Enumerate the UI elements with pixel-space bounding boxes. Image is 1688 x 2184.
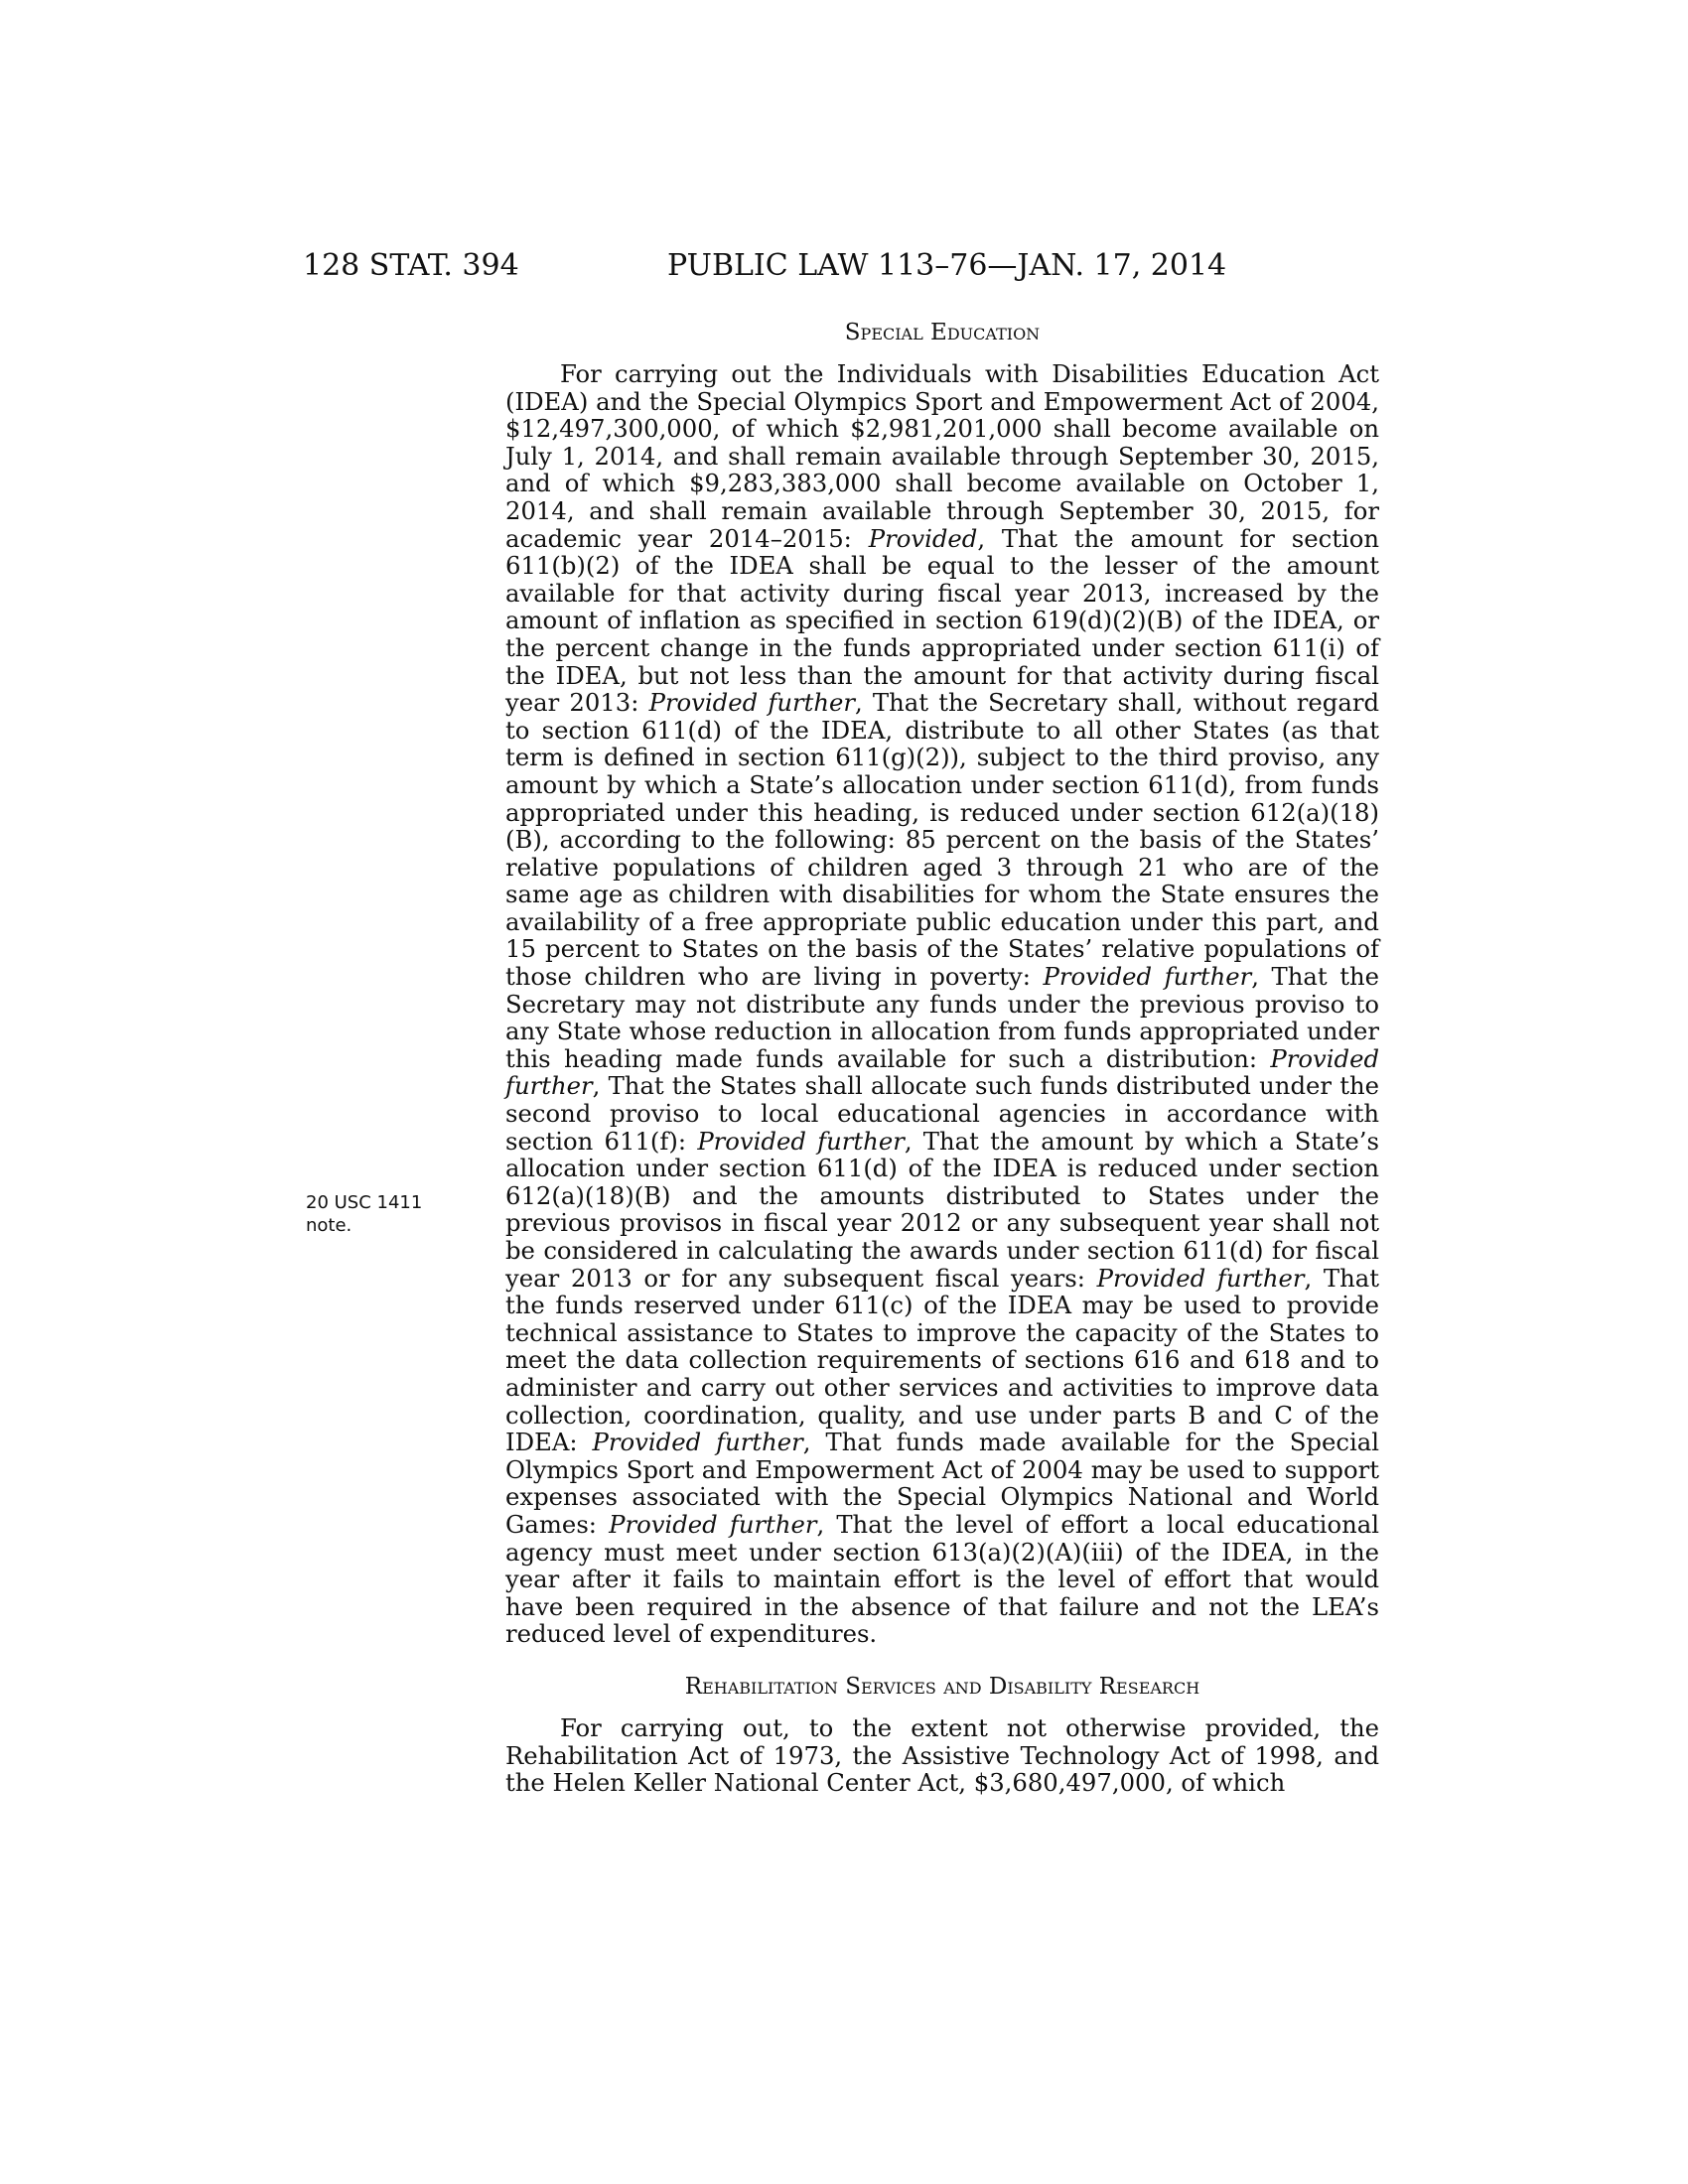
proviso-phrase: Provided further bbox=[648, 688, 856, 718]
public-law-title: PUBLIC LAW 113–76—JAN. 17, 2014 bbox=[667, 248, 1227, 283]
paragraph-text-run: , That the funds reserved under 611(c) of the IDEA may be used to provide technical assistance to States to improve the capacity of the States to meet the data collection requirements of sections 616 and 618 and to administer and carry out other services and activities to improve data collection, coordination, quality, and use under parts B and C of the IDEA: bbox=[505, 1263, 1379, 1457]
proviso-phrase: Provided further bbox=[1096, 1263, 1305, 1293]
proviso-phrase: Provided further bbox=[697, 1126, 905, 1156]
proviso-phrase: Provided further bbox=[609, 1509, 817, 1539]
paragraph-text-run: , That the States shall allocate such funds distributed under the second proviso to local educational agencies in accordance with section 611(f): bbox=[505, 1071, 1379, 1156]
paragraph-text-run: , That funds made available for the Special Olympics Sport and Empowerment Act of 2004 may be used to support expenses associated with the Special Olympics National and World Games: bbox=[505, 1428, 1379, 1539]
proviso-phrase: Provided bbox=[868, 523, 978, 553]
document-body bbox=[505, 320, 1379, 1797]
paragraph-text-run: For carrying out, to the extent not otherwise provided, the Rehabilitation Act of 1973, the Assistive Technology Act of 1998, and the Helen Keller National Center Act, $3,680,497,000, of which bbox=[505, 1712, 1379, 1798]
margin-citation-note bbox=[306, 1191, 455, 1237]
proviso-phrase: Provided further bbox=[1043, 962, 1252, 992]
paragraph-text-run: , That the level of effort a local educational agency must meet under section 613(a)(2)(A)(iii) of the IDEA, in the year after it fails to maintain effort is the level of effort that would have been required in the absence of that failure and not the LEA’s reduced level of expenditures. bbox=[505, 1509, 1379, 1649]
special-education-paragraph bbox=[505, 360, 1379, 1648]
paragraph-text-run: , That the amount by which a State’s allocation under section 611(d) of the IDEA is reduced under section 612(a)(18)(B) and the amounts distributed to States under the previous provisos in fiscal year 2012 or any subsequent year shall not be considered in calculating the awards under section 611(d) for fiscal year 2013 or for any subsequent fiscal years: bbox=[505, 1126, 1379, 1293]
paragraph-text-run: For carrying out the Individuals with Disabilities Education Act (IDEA) and the Special Olympics Sport and Empowerment Act of 2004, $12,497,300,000, of which $2,981,201,000 shall become available on July 1, 2014, and shall remain available through September 30, 2015, and of which $9,283,383,000 shall become available on October 1, 2014, and shall remain available through September 30, 2015, for academic year 2014–2015: bbox=[505, 359, 1379, 553]
paragraph-text-run: , That the amount for section 611(b)(2) of the IDEA shall be equal to the lesser of the amount available for that activity during fiscal year 2013, increased by the amount of inflation as specified in section 619(d)(2)(B) of the IDEA, or the percent change in the funds appropriated under section 611(i) of the IDEA, but not less than the amount for that activity during fiscal year 2013: bbox=[505, 523, 1379, 718]
margin-citation-suffix: note. bbox=[306, 1215, 352, 1236]
section-heading-rehabilitation-services: Rehabilitation Services and Disability Research bbox=[684, 1673, 1200, 1700]
margin-citation-line: 20 USC 1411 bbox=[306, 1192, 423, 1213]
page-header bbox=[303, 248, 1227, 288]
paragraph-text-run: , That the Secretary shall, without regard to section 611(d) of the IDEA, distribute to all other States (as that term is defined in section 611(g)(2)), subject to the third proviso, any amount by which a State’s allocation under section 611(d), from funds appropriated under this heading, is reduced under section 612(a)(18)(B), according to the following: 85 percent on the basis of the States’ relative populations of children aged 3 through 21 who are of the same age as children with disabilities for whom the State ensures the availability of a free appropriate public education under this part, and 15 percent to States on the basis of the States’ relative populations of those children who are living in poverty: bbox=[505, 688, 1380, 992]
proviso-phrase: Provided further bbox=[592, 1428, 803, 1457]
paragraph-text-run: , That the Secretary may not distribute any funds under the previous proviso to any State whose reduction in allocation from funds appropriated under this heading made funds available for such a distribution: bbox=[505, 962, 1379, 1073]
section-heading-special-education: Special Education bbox=[844, 320, 1041, 345]
statute-page-number: 128 STAT. 394 bbox=[303, 248, 519, 283]
proviso-phrase: Provided further bbox=[505, 1043, 1379, 1101]
rehabilitation-services-paragraph bbox=[505, 1714, 1379, 1797]
